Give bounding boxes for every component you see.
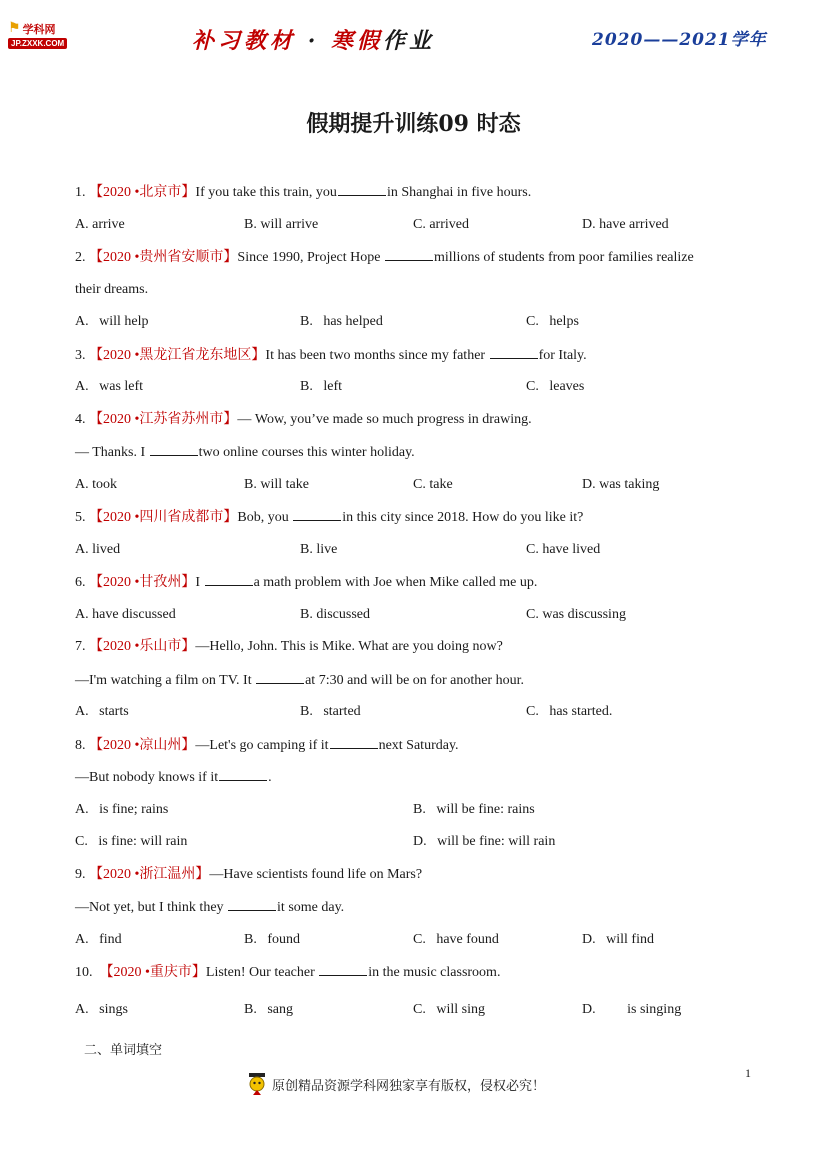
option-b[interactable]: B. started (300, 704, 361, 719)
question-3: 3. 【2020 •黑龙江省龙东地区】It has been two months since my father for Italy. (75, 348, 587, 363)
page-title: 假期提升训练09 时态 (306, 111, 521, 137)
answer-blank (490, 346, 538, 359)
option-a[interactable]: A. arrive (75, 217, 125, 232)
option-b[interactable]: B. discussed (300, 607, 370, 622)
option-d[interactable]: D. will be fine: will rain (413, 834, 556, 849)
option-c[interactable]: C. have found (413, 932, 499, 947)
logo-url: JP.ZXXK.COM (8, 38, 67, 49)
header-year: 2020——2021学年 (592, 30, 767, 50)
option-b[interactable]: B. live (300, 542, 338, 557)
header-title-part1: 补习教材 (192, 28, 297, 54)
question-9: 9. 【2020 •浙江温州】—Have scientists found life on Mars? (75, 867, 423, 882)
question-8-line2: —But nobody knows if it . (75, 770, 272, 785)
header-title-part2: 寒假 (331, 28, 384, 54)
logo-mascot-icon: ⚑ (8, 21, 21, 36)
option-b[interactable]: B. sang (244, 1002, 294, 1017)
question-10: 10. 【2020 •重庆市】Listen! Our teacher in the music classroom. (75, 965, 501, 980)
option-c[interactable]: C. leaves (526, 379, 585, 394)
answer-blank (205, 573, 253, 586)
page-number: 1 (745, 1066, 751, 1080)
header-title-dot: · (307, 28, 320, 54)
option-c[interactable]: C. was discussing (526, 607, 626, 622)
question-4: 4. 【2020 •江苏省苏州市】— Wow, you’ve made so much progress in drawing. (75, 412, 532, 427)
answer-blank (330, 736, 378, 749)
answer-blank (385, 248, 433, 261)
answer-blank (150, 443, 198, 456)
footer-text: 原创精品资源学科网独家享有版权，侵权必究！ (272, 1078, 546, 1094)
logo-name: 学科网 (22, 23, 56, 36)
section-heading: 二、单词填空 (84, 1043, 163, 1058)
question-1: 1. 【2020 •北京市】If you take this train, you in Shanghai in five hours. (75, 185, 532, 200)
option-a[interactable]: A. sings (75, 1002, 128, 1017)
answer-blank (256, 671, 304, 684)
option-d[interactable]: D. will find (582, 932, 654, 947)
mascot-icon (246, 1071, 268, 1097)
question-5: 5. 【2020 •四川省成都市】Bob, you in this city since 2018. How do you like it? (75, 510, 584, 525)
question-4-line2: — Thanks. I two online courses this winter holiday. (75, 445, 415, 460)
option-a[interactable]: A. starts (75, 704, 129, 719)
option-c[interactable]: C. have lived (526, 542, 601, 557)
option-b[interactable]: B. will arrive (244, 217, 319, 232)
question-7-line2: —I'm watching a film on TV. It at 7:30 and will be on for another hour. (75, 673, 524, 688)
option-b[interactable]: B. has helped (300, 314, 383, 329)
option-a[interactable]: A. took (75, 477, 117, 492)
option-d[interactable]: D. have arrived (582, 217, 669, 232)
option-a[interactable]: A. will help (75, 314, 149, 329)
footer-copyright (246, 1071, 545, 1097)
option-a[interactable]: A. is fine; rains (75, 802, 169, 817)
answer-blank (319, 963, 367, 976)
header-title-part3: 作业 (383, 28, 436, 54)
question-7: 7. 【2020 •乐山市】—Hello, John. This is Mike. What are you doing now? (75, 639, 503, 654)
site-logo (8, 20, 67, 49)
option-c[interactable]: C. is fine: will rain (75, 834, 188, 849)
option-a[interactable]: A. lived (75, 542, 121, 557)
header-title (192, 24, 435, 55)
answer-blank (338, 183, 386, 196)
answer-blank (219, 768, 267, 781)
option-c[interactable]: C. take (413, 477, 453, 492)
option-a[interactable]: A. have discussed (75, 607, 176, 622)
option-b[interactable]: B. found (244, 932, 301, 947)
option-a[interactable]: A. was left (75, 379, 144, 394)
option-d[interactable]: D. was taking (582, 477, 660, 492)
option-b[interactable]: B. will take (244, 477, 309, 492)
option-b[interactable]: B. left (300, 379, 342, 394)
answer-blank (293, 508, 341, 521)
option-c[interactable]: C. has started. (526, 704, 613, 719)
answer-blank (228, 898, 276, 911)
question-2: 2. 【2020 •贵州省安顺市】Since 1990, Project Hope millions of students from poor families realize (75, 250, 694, 265)
question-8: 8. 【2020 •凉山州】—Let's go camping if it next Saturday. (75, 738, 459, 753)
question-2-line2: their dreams. (75, 282, 149, 297)
option-b[interactable]: B. will be fine: rains (413, 802, 535, 817)
question-9-line2: —Not yet, but I think they it some day. (75, 900, 345, 915)
option-c[interactable]: C. will sing (413, 1002, 485, 1017)
option-c[interactable]: C. arrived (413, 217, 469, 232)
option-a[interactable]: A. find (75, 932, 122, 947)
option-c[interactable]: C. helps (526, 314, 579, 329)
option-d[interactable]: D. is singing (582, 1002, 682, 1017)
question-6: 6. 【2020 •甘孜州】I a math problem with Joe when Mike called me up. (75, 575, 538, 590)
